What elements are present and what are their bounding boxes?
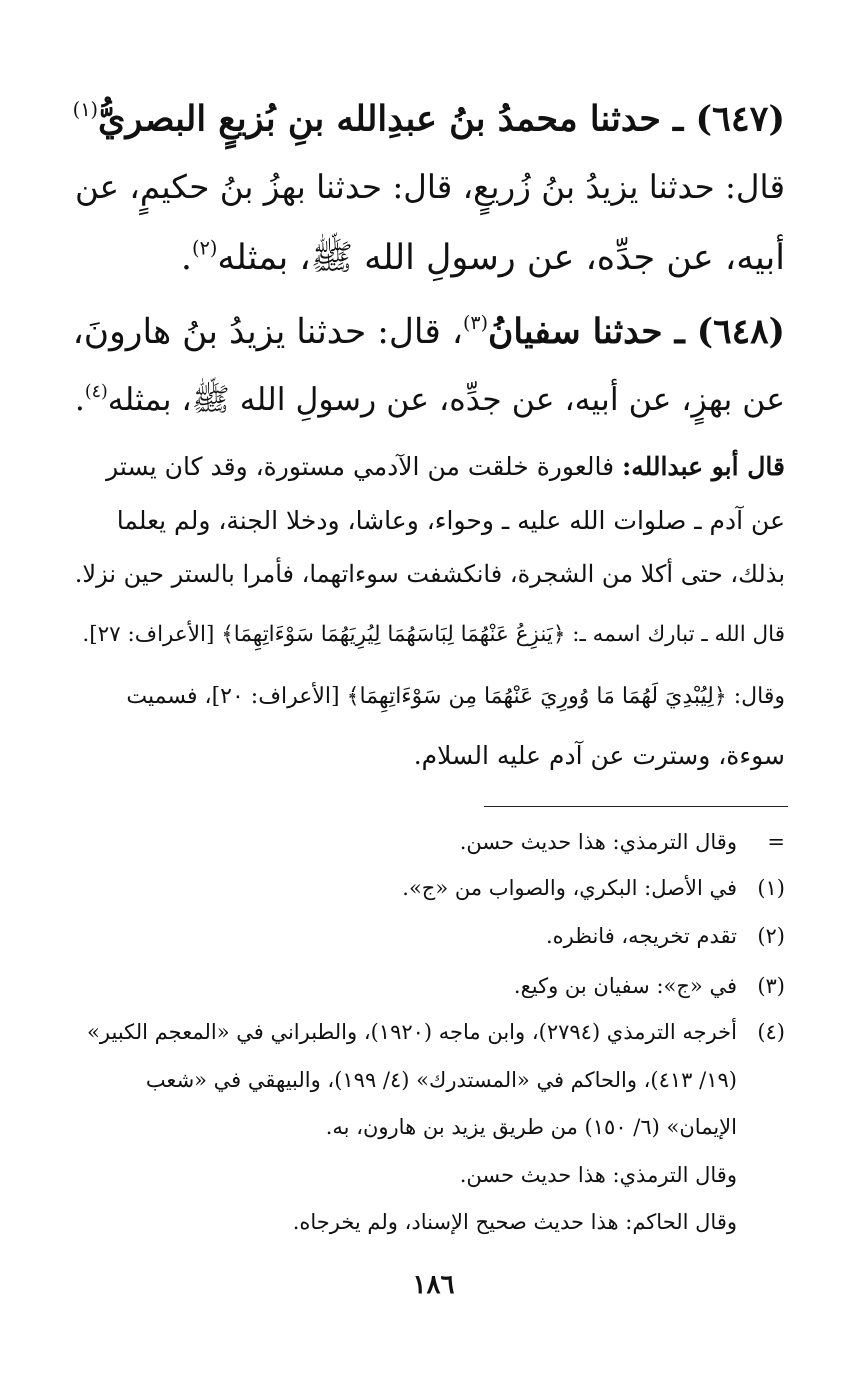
hadith-647-line-3-text: أبيه، عن جدِّه، عن رسولِ الله ﷺ، بمثله bbox=[217, 238, 785, 278]
commentary bbox=[74, 0, 785, 790]
footnote-continuation-marker: = bbox=[767, 830, 785, 854]
commentary-line-2: عن آدم ـ صلوات الله عليه ـ وحواء، وعاشا، ودخلا الجنة، ولم يعلما bbox=[116, 506, 785, 535]
footnote-ref-1: (١) bbox=[72, 98, 99, 121]
hadith-647-line-3-end: . bbox=[180, 238, 193, 278]
footnote-continuation-text: وقال الترمذي: هذا حديث حسن. bbox=[459, 830, 737, 854]
commentary-lead: قال أبو عبدالله: bbox=[621, 452, 785, 481]
hadith-648-line-2-end: . bbox=[74, 382, 85, 418]
commentary-line-3: بذلك، حتى أكلا من الشجرة، فانكشفت سوءاتهما، فأمرا بالستر حين نزلا. bbox=[74, 560, 785, 588]
footnote-1-number: (١) bbox=[757, 876, 785, 900]
footnote-4-line-1: أخرجه الترمذي (٢٧٩٤)، وابن ماجه (١٩٢٠)، والطبراني في «المعجم الكبير» bbox=[87, 1020, 737, 1044]
hadith-648-number: (٦٤٨) bbox=[696, 312, 785, 353]
commentary-line-1 bbox=[74, 452, 785, 481]
hadith-648-line-1-rest: ، قال: حدثنا يزيدُ بنُ هارونَ، bbox=[72, 312, 464, 353]
quran-quote-line-2: وقال: ﴿لِيُبْدِيَ لَهُمَا مَا وُورِيَ عَنْهُمَا مِن سَوْءَاتِهِمَا﴾ [الأعراف: ٢٠]، فسميت bbox=[126, 684, 785, 709]
footnote-2-text: تقدم تخريجه، فانظره. bbox=[545, 924, 737, 948]
page-number: ١٨٦ bbox=[412, 1270, 455, 1300]
quran-quote-line-1: قال الله ـ تبارك اسمه ـ: ﴿يَنزِعُ عَنْهُمَا لِبَاسَهُمَا لِيُرِيَهُمَا سَوْءَاتِهِمَا﴾ [الأعراف: ٢٧]. bbox=[82, 622, 785, 647]
footnote-4-line-3: الإيمان» (٦/ ١٥٠) من طريق يزيد بن هارون، به. bbox=[325, 1115, 737, 1139]
footnote-4-line-4: وقال الترمذي: هذا حديث حسن. bbox=[459, 1163, 737, 1187]
hadith-647-line-2: قال: حدثنا يزيدُ بنُ زُريعٍ، قال: حدثنا بهزُ بنُ حكيمٍ، عن bbox=[74, 168, 785, 206]
footnote-ref-4: (٤) bbox=[84, 382, 108, 403]
hadith-648-chain-start: ـ حدثنا سفيانُ bbox=[488, 312, 697, 353]
commentary-line-6: سوءة، وسترت عن آدم عليه السلام. bbox=[413, 741, 785, 770]
footnote-3-text: في «ج»: سفيان بن وكيع. bbox=[513, 974, 737, 998]
footnote-ref-3: (٣) bbox=[463, 312, 489, 334]
footnote-4-line-5: وقال الحاكم: هذا حديث صحيح الإسناد، ولم يخرجاه. bbox=[292, 1210, 737, 1234]
footnote-separator bbox=[484, 806, 788, 807]
footnote-1-text: في الأصل: البكري، والصواب من «ج». bbox=[402, 876, 737, 900]
footnote-ref-2: (٢) bbox=[192, 236, 218, 260]
commentary-line-1-rest: فالعورة خلقت من الآدمي مستورة، وقد كان يستر bbox=[106, 452, 622, 481]
hadith-647-chain-start: ـ حدثنا محمدُ بنُ عبدِالله بنِ بُزيعٍ البصريُّ bbox=[98, 98, 696, 140]
hadith-647-number: (٦٤٧) bbox=[695, 98, 785, 140]
footnote-3-number: (٣) bbox=[757, 974, 785, 998]
hadith-648-line-2-text: عن بهزٍ، عن أبيه، عن جدِّه، عن رسولِ الله ﷺ، بمثله bbox=[107, 382, 785, 418]
footnote-4-line-2: (١٩/ ٤١٣)، والحاكم في «المستدرك» (٤/ ١٩٩)، والبيهقي في «شعب bbox=[145, 1068, 737, 1092]
footnote-2-number: (٢) bbox=[757, 924, 785, 948]
footnote-4-number: (٤) bbox=[757, 1020, 785, 1044]
